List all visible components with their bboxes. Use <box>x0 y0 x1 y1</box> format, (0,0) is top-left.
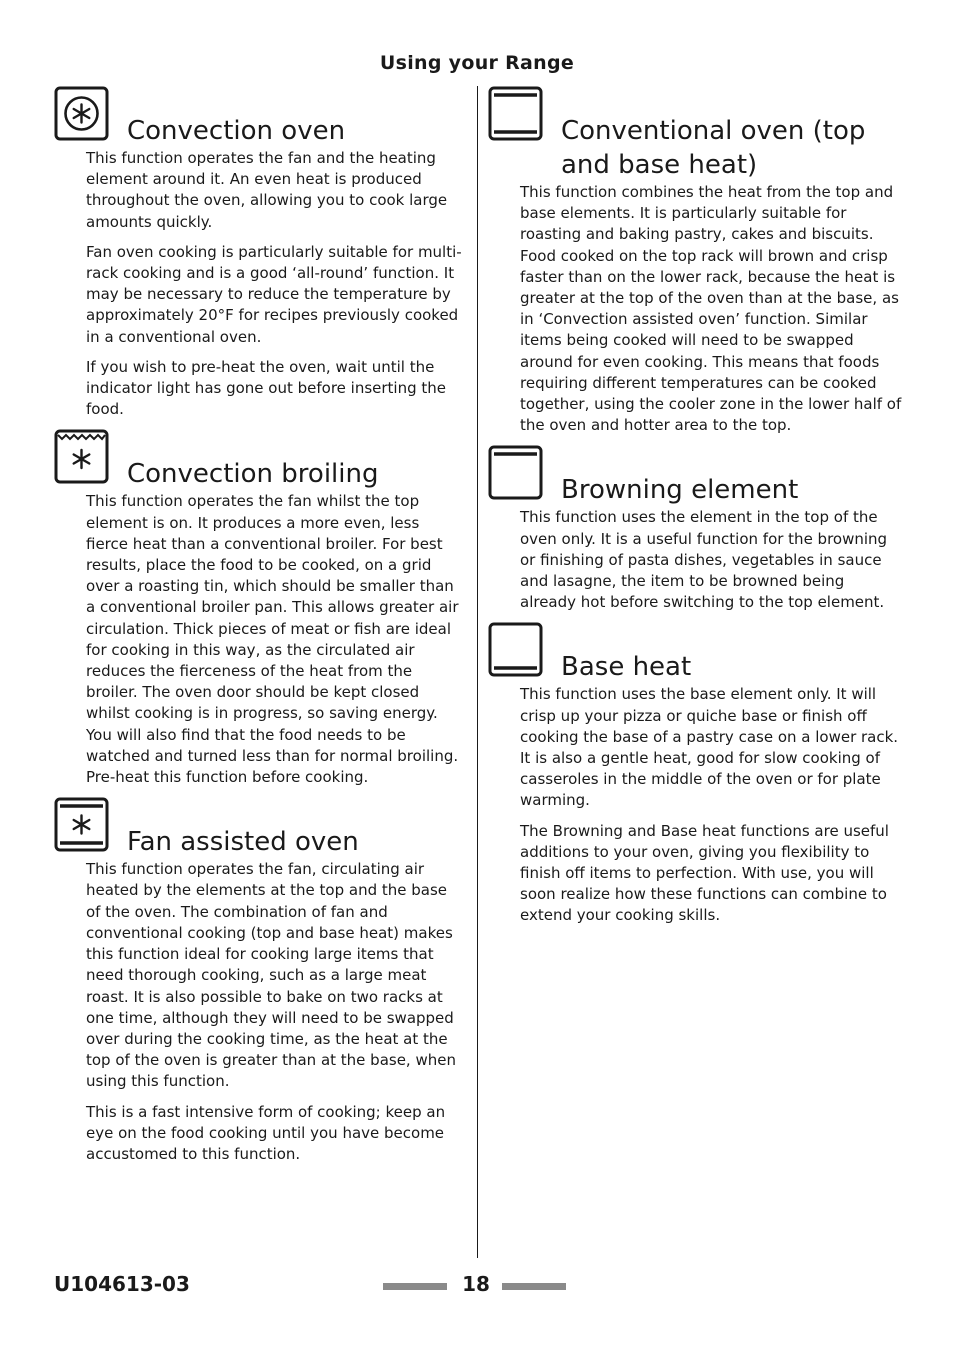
footer-bar-left <box>383 1283 447 1290</box>
paragraph: This is a fast intensive form of cooking; keep an eye on the food cooking until you have become accustomed to this function. <box>86 1102 446 1163</box>
paragraph: Fan oven cooking is particularly suitable for multi-rack cooking and is a good ‘all-round’ function. It may be necessary to reduce the temperature by approximately 20°F for recipes previously cooked in a conventional oven. <box>86 242 462 346</box>
footer-bar-right <box>502 1283 566 1290</box>
convection-fan-icon <box>54 86 109 141</box>
section-convection-oven <box>54 86 466 420</box>
section-title: Base heat <box>561 652 692 683</box>
page-header-title: Using your Range <box>379 52 575 74</box>
paragraph: If you wish to pre-heat the oven, wait until the indicator light has gone out before inserting the food. <box>86 357 447 419</box>
paragraph: The Browning and Base heat functions are useful additions to your oven, giving you flexibility to finish off items to perfection. With use, you will soon realize how these functions can combine to extend your cooking skills. <box>520 821 889 925</box>
paragraph: This function operates the fan whilst the top element is on. It produces a more even, less fierce heat than a conventional broiler. For best results, place the food to be cooked, on a grid over a roasting tin, which should be smaller than a conventional broiler pan. This allows greater air circulation. Thick pieces of meat or fish are ideal for cooking in this way, as the circulated air reduces the fierceness of the heat from the broiler. The oven door should be kept closed whilst cooking is in progress, so saving energy. You will also find that the food needs to be watched and turned less than for normal broiling. Pre-heat this function before cooking. <box>86 492 459 787</box>
paragraph: This function operates the fan and the heating element around it. An even heat is produced throughout the oven, allowing you to cook large amounts quickly. <box>86 149 448 231</box>
paragraph: This function uses the base element only. It will crisp up your pizza or quiche base or finish off cooking the base of a pastry case on a lower rack. It is also a gentle heat, good for slow cooking of casseroles in the middle of the oven or for plate warming. <box>520 685 899 810</box>
column-divider <box>477 86 478 1258</box>
page-number: 18 <box>462 1272 490 1296</box>
section-base-heat <box>488 622 902 926</box>
convection-broil-icon <box>54 429 109 484</box>
paragraph: This function operates the fan, circulating air heated by the elements at the top and the base of the oven. The combination of fan and conventional cooking (top and base heat) makes this function ideal for cooking large items that need thorough cooking, such as a large meat roast. It is also possible to bake on two racks at one time, although they will need to be swapped over during the cooking time, as the heat at the top of the oven is greater than at the base, when using this function. <box>86 860 456 1091</box>
section-convection-broiling <box>54 429 466 788</box>
section-title: Conventional oven (top and base heat) <box>561 116 866 180</box>
section-title: Convection broiling <box>127 459 379 490</box>
paragraph: This function combines the heat from the top and base elements. It is particularly suitable for roasting and baking pastry, cakes and biscuits. Food cooked on the top rack will brown and crisp faster than on the lower rack, because the heat is greater at the top of the oven than at the base, as in ‘Convection assisted oven’ function. Similar items being cooked will need to be swapped around for even cooking. This means that foods requiring different temperatures can be cooked together, using the cooler zone in the lower half of the oven and hotter area to the top. <box>520 183 902 435</box>
right-column <box>488 86 902 936</box>
top-base-heat-icon <box>488 86 543 141</box>
section-title: Convection oven <box>127 116 346 146</box>
section-browning-element <box>488 445 902 613</box>
section-fan-assisted-oven <box>54 797 466 1165</box>
top-heat-icon <box>488 445 543 500</box>
base-heat-icon <box>488 622 543 677</box>
fan-assisted-icon <box>54 797 109 852</box>
document-code: U104613-03 <box>54 1272 190 1296</box>
section-title: Fan assisted oven <box>127 827 359 858</box>
paragraph: This function uses the element in the top of the oven only. It is a useful function for the browning or finishing of pasta dishes, vegetables in sauce and lasagne, the item to be browned being already hot before switching to the top element. <box>520 508 888 612</box>
section-title: Browning element <box>561 475 799 506</box>
section-conventional-oven <box>488 86 902 436</box>
left-column <box>54 86 466 1174</box>
